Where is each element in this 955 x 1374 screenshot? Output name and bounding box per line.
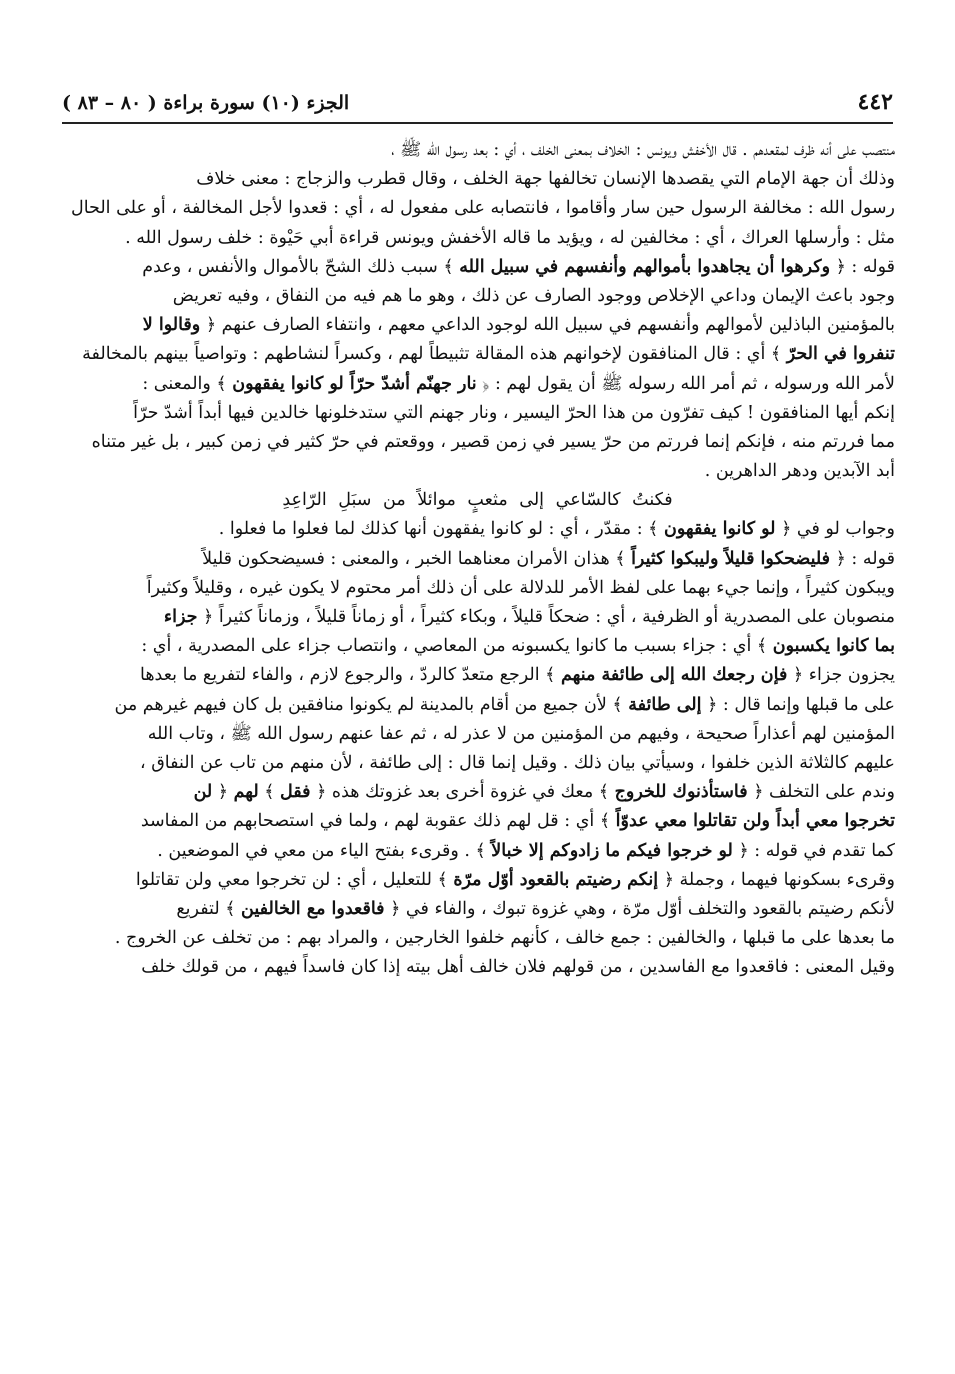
quranic-quote: لو كانوا يفقهون [663, 519, 776, 540]
text-segment: ﴾ أي : جزاء بسبب ما كانوا يكسبونه من المعاصي ، وانتصاب جزاء على المصدرية ، أي : [141, 636, 773, 657]
text-segment: ﴾ أي : قال المنافقون لإخوانهم هذه المقالة تثبيطاً لهم ، وكسراً لنشاطهم : وتواصياً بينهم بالمخالفة [82, 344, 787, 365]
text-segment: المؤمنين لهم أعذاراً صحيحة ، وفيهم من المؤمنين من لا عذر له ، ثم عفا عنهم رسول الله ﷺ ، وتاب الله [147, 723, 895, 744]
text-segment: ما بعدها على ما قبلها ، والخالفين : جمع خالف ، كأنهم خلفوا الخارجين ، والمراد بهم : من تخلف عن الخروج . [114, 928, 895, 949]
text-segment: وقرىء بسكونها فيهما ، وجملة ﴿ [658, 869, 895, 890]
text-line [60, 574, 895, 603]
text-segment: منصوبان على المصدرية أو الظرفية ، أي : ضحكاً قليلاً ، وبكاء كثيراً ، أو زماناً قليلاً ، وزماناً كثيراً ﴿ [197, 607, 895, 627]
text-segment: وقيل المعنى : فاقعدوا مع الفاسدين ، من قولهم فلان خالف أهل بيته إذا كان فاسداً فيهم ، من قولك خلف [141, 957, 895, 978]
text-segment: ﴾ هذان الأمران معناهما الخبر ، والمعنى : فسيضحكون قليلاً [202, 548, 632, 569]
text-line [60, 370, 895, 399]
text-line [60, 311, 895, 340]
quranic-quote: فقل [280, 782, 311, 803]
quranic-quote: إلى طائفة [628, 694, 702, 715]
text-line [60, 282, 895, 311]
text-line [60, 515, 895, 544]
text-segment: وجود باعث الإيمان وداعي الإخلاص ووجود الصارف عن ذلك ، وهو ما هم فيه من النفاق ، وفيه تعريض [172, 285, 895, 306]
quranic-quote: فليضحكوا قليلاً وليبكوا كثيراً [631, 548, 831, 569]
text-segment: ﴾ أي : قل لهم ذلك عقوبة لهم ، ولما في استصحابهم من المفاسد [140, 811, 616, 832]
text-segment: على ما قبلها وإنما قال : ﴿ [701, 694, 895, 715]
text-segment: عليهم كالثلاثة الذين خلفوا ، وسيأتي بيان ذلك . وقيل إنما قال : إلى طائفة ، لأن منهم من تاب عن النفاق ، [140, 752, 895, 773]
text-segment: بالمؤمنين الباذلين لأموالهم وأنفسهم في سبيل الله لوجود الداعي معهم ، وانتفاء الصارف عنهم ﴿ [200, 315, 895, 336]
text-segment: مما فررتم منه ، فإنكم إنما فررتم من حرّ يسير في زمن قصير ، ووقعتم في حرّ كثير في زمن كبير ، بل غير متناه [91, 431, 895, 452]
quranic-quote: وقالوا لا [142, 315, 201, 336]
text-segment: قوله : ﴿ [830, 256, 895, 277]
text-segment: وندم على التخلف ﴿ [747, 782, 895, 803]
text-line [60, 136, 895, 165]
text-line [60, 807, 895, 836]
text-segment: ﴾ الرجع متعدّ كالردّ ، والرجوع لازم ، والفاء لتفريع ما بعدها [139, 665, 561, 686]
quranic-quote: جزاء [163, 607, 198, 627]
text-line [60, 340, 895, 369]
quranic-quote: فاقعدوا مع الخالفين [241, 898, 385, 919]
text-segment: رسول الله : مخالفة الرسول حين سار وأقاموا ، فانتصابه على مفعول له ، أي : قعدوا لأجل المخالفة ، أو على الحال [70, 198, 895, 219]
quranic-quote: بما كانوا يكسبون [772, 636, 895, 657]
text-line [60, 224, 895, 253]
text-line [60, 253, 895, 282]
text-segment: إنكم أيها المنافقون ! كيف تفرّون من هذا الحرّ اليسير ، ونار جهنم التي ستدخلونها خالدين فيها أبداً أشدّ حرّاً [133, 402, 895, 423]
text-segment: ﴾ لتفريع [176, 898, 242, 919]
poetry-verse [60, 486, 895, 515]
page-body [60, 136, 895, 982]
text-line [60, 924, 895, 953]
text-line [60, 661, 895, 690]
header-divider [62, 122, 893, 124]
quranic-quote: وكرهوا أن يجاهدوا بأموالهم وأنفسهم في سبيل الله [459, 256, 831, 277]
text-line [60, 895, 895, 924]
text-line [60, 165, 895, 194]
text-line [60, 837, 895, 866]
text-line [60, 428, 895, 457]
text-line [60, 399, 895, 428]
text-segment: فكنتُ كالسّاعي إلى مثعبٍ موائلاً من سبَلِ الرّاعِدِ [282, 490, 673, 511]
text-segment: وذلك أن جهة الإمام التي يقصدها الإنسان تخالفها جهة الخلف ، وقال قطرب والزجاج : معنى خلاف [196, 169, 895, 190]
text-line [60, 603, 895, 632]
text-segment: يجزون جزاء ﴿ [787, 665, 895, 686]
text-segment: ﴾ : مقدّر ، أي : لو كانوا يفقهون أنها كذلك لما فعلوا ما فعلوا . [218, 519, 664, 540]
text-segment: وجواب لو في ﴿ [775, 519, 895, 540]
quranic-quote: إنكم رضيتم بالقعود أوّل مرّة [453, 869, 659, 890]
text-segment: ﴾ معك في غزوة أخرى بعد غزوتك هذه ﴿ [310, 782, 615, 803]
text-segment: لأنكم رضيتم بالقعود والتخلف أوّل مرّة ، وهي غزوة تبوك ، والفاء في ﴿ [384, 898, 895, 919]
text-segment: مثل : وأرسلها العراك ، أي : مخالفين له ، ويؤيد ما قاله الأخفش ويونس قراءة أبي حَيْوة : خلف رسول الله . [125, 227, 895, 248]
text-segment: ﴾ لأن جميع من أقام بالمدينة لم يكونوا منافقين بل كان فيهم غيرهم من [114, 694, 629, 715]
text-segment: ﴾ . وقرىء بفتح الياء من معي في الموضعين . [157, 840, 492, 861]
quranic-quote: فإن رجعك الله إلى طائفة منهم [561, 665, 788, 686]
text-segment: ﴾ [258, 782, 281, 803]
quranic-quote: لن [193, 782, 213, 803]
running-title: الجزء (١٠) سورة براءة ( ٨٠ – ٨٣ ) [62, 92, 350, 114]
text-segment: ﴾ للتعليل ، أي : لن تخرجوا معي ولن تقاتلوا [135, 869, 454, 890]
text-line [60, 691, 895, 720]
text-segment: منتصب على أنه ظرف لمقعدهم . قال الأخفش ويونس : الخلاف بمعنى الخلف ، أي : بعد رسول الله ﷺ ، [391, 140, 895, 160]
text-segment: ويبكون كثيراً ، وإنما جيء بهما على لفظ الأمر للدلالة على أن ذلك أمر محتوم لا يكون غيره ، وقليلاً وكثيراً [146, 577, 895, 598]
text-segment: ﴿ [212, 782, 234, 803]
text-segment: قوله : ﴿ [830, 548, 895, 569]
text-line [60, 194, 895, 223]
text-line [60, 632, 895, 661]
text-segment: ﴾ سبب ذلك الشحّ بالأموال والأنفس ، وعدم [142, 256, 460, 277]
text-line [60, 866, 895, 895]
text-segment: كما تقدم في قوله : ﴿ [732, 840, 895, 861]
quranic-quote: لهم [233, 782, 259, 803]
quranic-quote: تخرجوا معي أبداً ولن تقاتلوا معي عدوّاً [615, 811, 895, 832]
text-line [60, 545, 895, 574]
quranic-quote: تنفروا في الحرّ [786, 344, 895, 365]
text-segment: ﴾ والمعنى : [142, 373, 233, 394]
text-segment: أبد الآبدين ودهر الداهرين . [704, 461, 895, 482]
page-number: ٤٤٢ [857, 89, 893, 115]
text-line [60, 778, 895, 807]
text-line [60, 720, 895, 749]
quranic-quote: نار جهنّم أشدّ حرّاً لو كانوا يفقهون [232, 373, 477, 394]
text-line [60, 457, 895, 486]
page-header [62, 86, 893, 120]
text-line [60, 953, 895, 982]
quranic-quote: لو خرجوا فيكم ما زادوكم إلا خبالاً [491, 840, 733, 861]
text-segment: لأمر الله ورسوله ، ثم أمر الله رسوله ﷺ أن يقول لهم : ﴿ [476, 373, 895, 394]
text-line [60, 749, 895, 778]
quranic-quote: فاستأذنوك للخروج [614, 782, 748, 803]
